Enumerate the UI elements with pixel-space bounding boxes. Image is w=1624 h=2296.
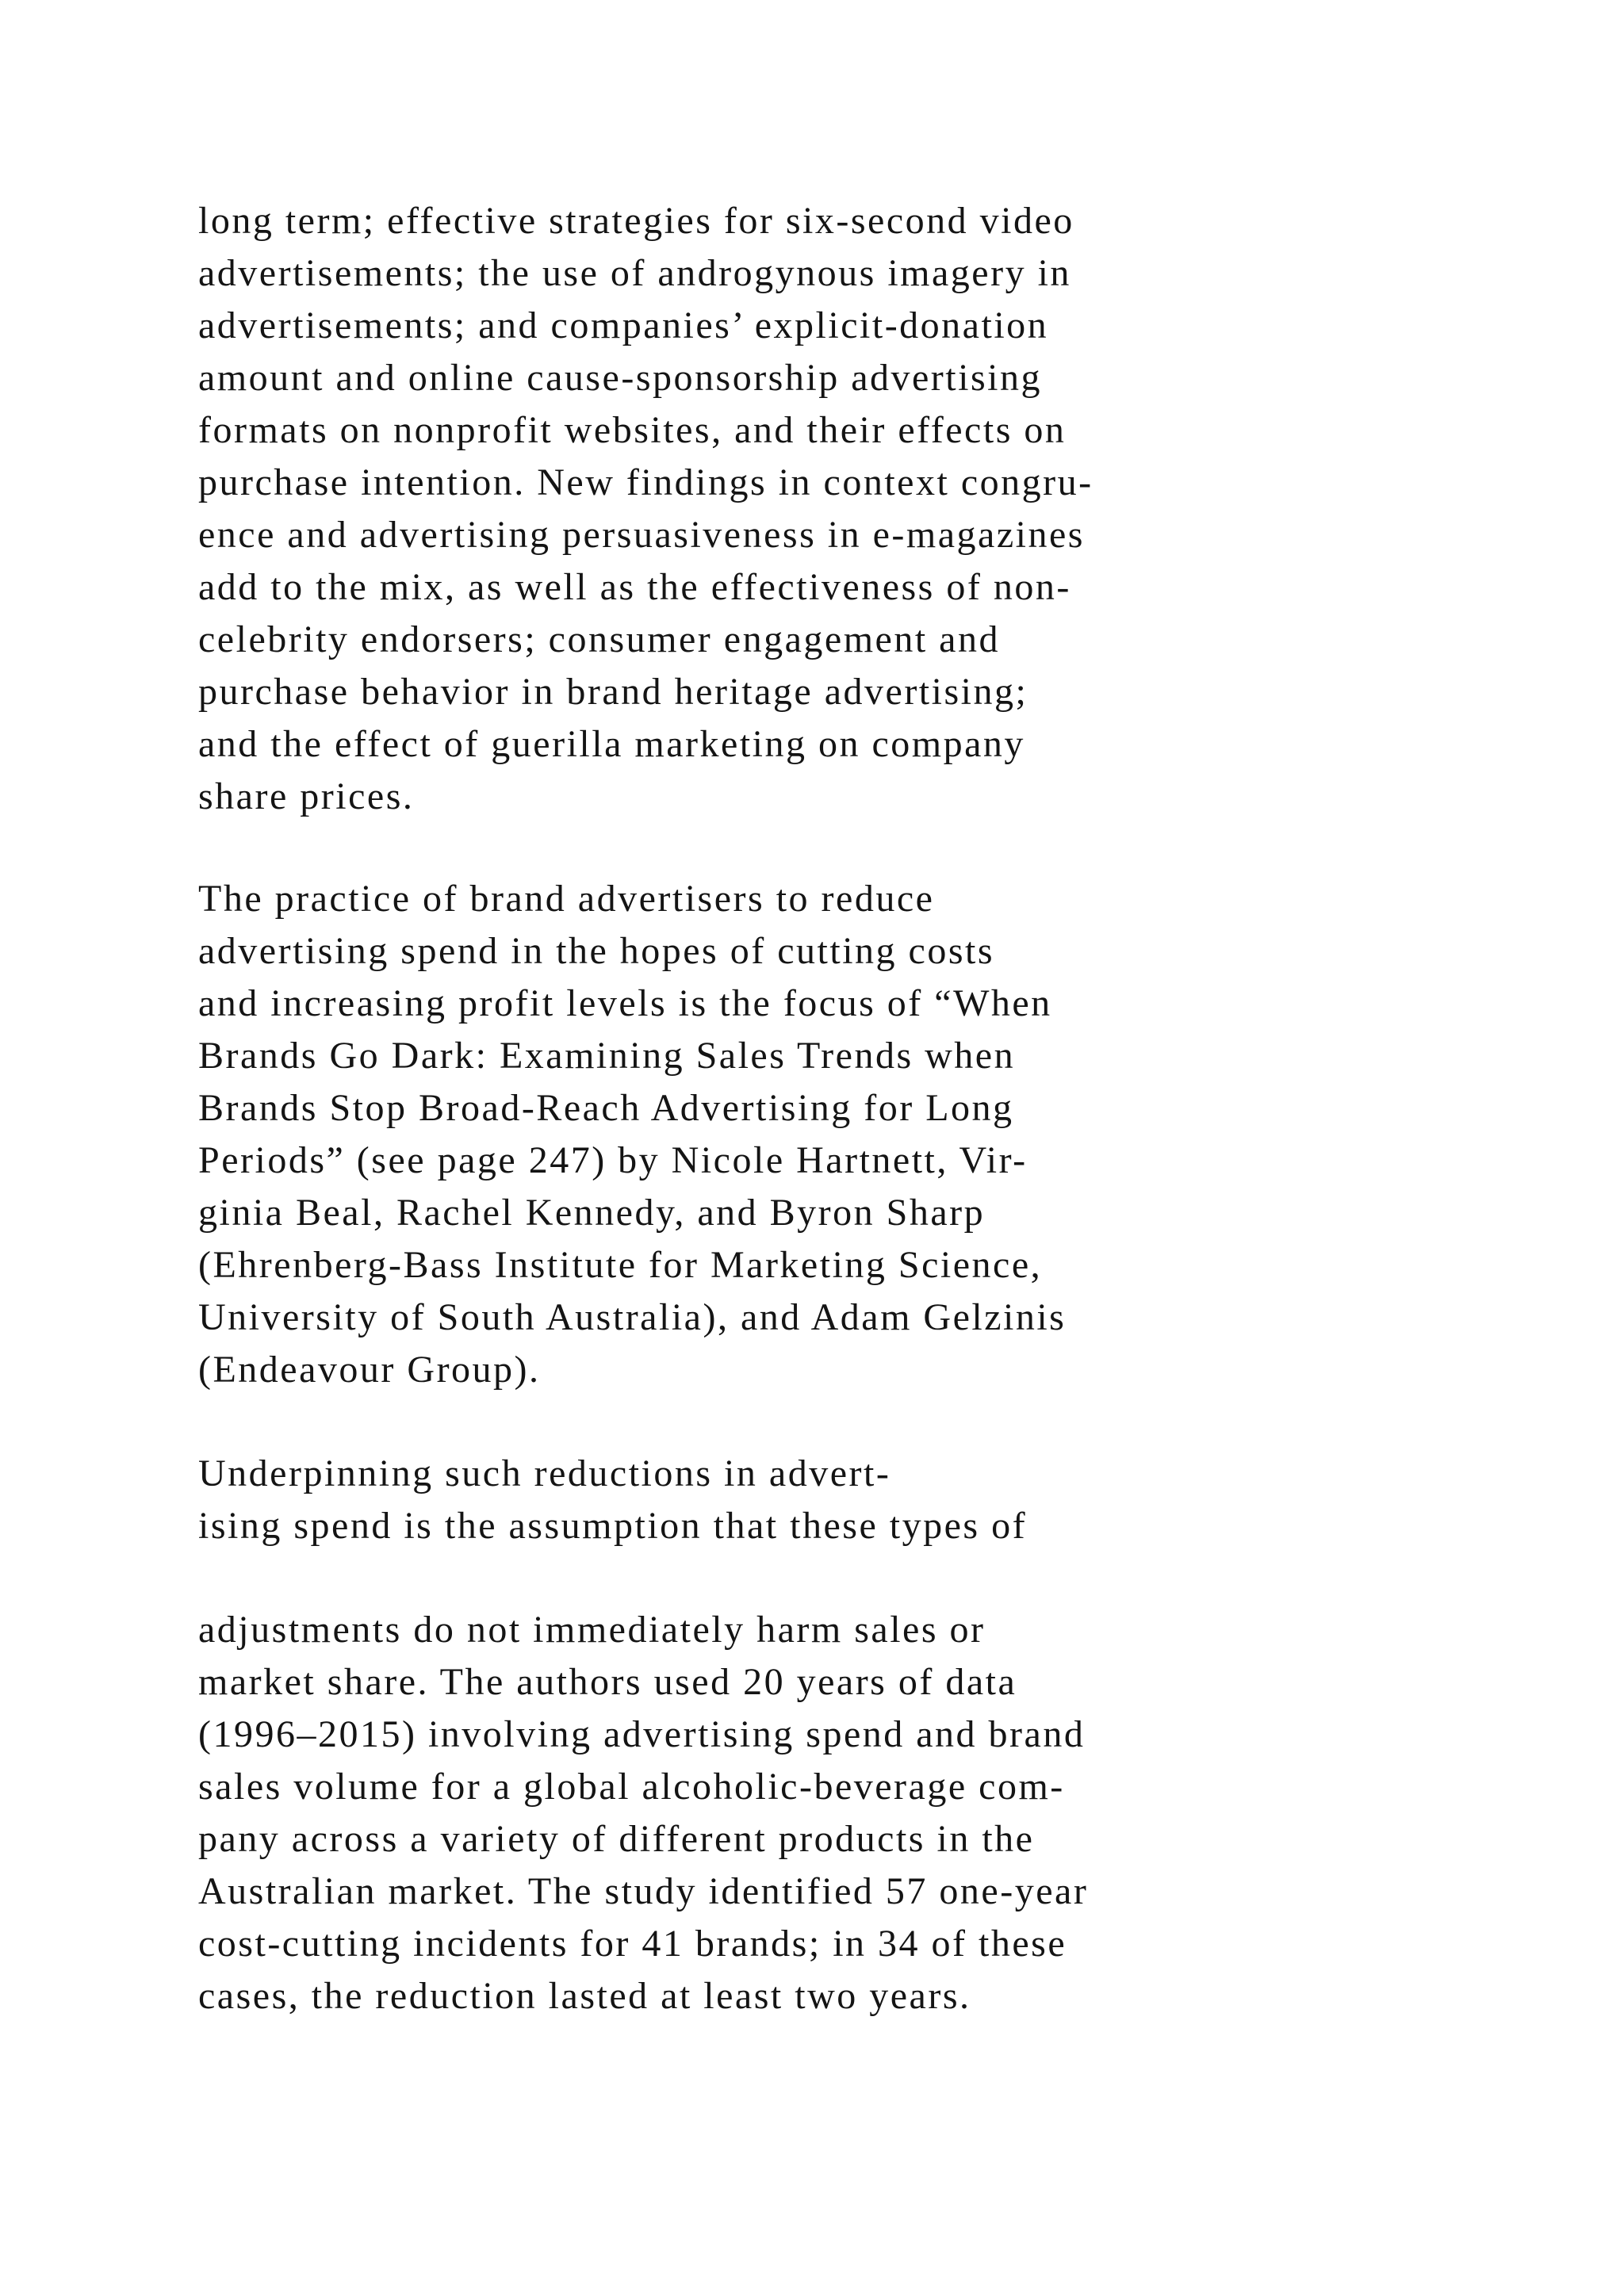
text-line: ence and advertising persuasiveness in e-magazines <box>198 514 1085 556</box>
paragraph-1 <box>198 195 1546 823</box>
text-line: advertisements; and companies’ explicit-donation <box>198 304 1049 346</box>
text-line: (Ehrenberg-Bass Institute for Marketing Science, <box>198 1244 1043 1286</box>
text-line: University of South Australia), and Adam Gelzinis <box>198 1296 1067 1338</box>
text-line: sales volume for a global alcoholic-beverage com- <box>198 1766 1065 1808</box>
text-line: The practice of brand advertisers to reduce <box>198 878 935 920</box>
text-line: Underpinning such reductions in advert- <box>198 1452 891 1494</box>
text-line: share prices. <box>198 775 415 817</box>
text-line: and increasing profit levels is the focus of “When <box>198 982 1052 1024</box>
text-line: cost-cutting incidents for 41 brands; in 34 of these <box>198 1923 1067 1965</box>
text-line: Periods” (see page 247) by Nicole Hartnett, Vir- <box>198 1139 1028 1181</box>
text-line: Australian market. The study identified 57 one-year <box>198 1870 1089 1912</box>
text-line: formats on nonprofit websites, and their effects on <box>198 409 1067 451</box>
paragraph-2 <box>198 873 1546 1396</box>
text-line: market share. The authors used 20 years of data <box>198 1661 1017 1703</box>
text-line: Brands Go Dark: Examining Sales Trends when <box>198 1035 1016 1077</box>
text-line: purchase intention. New findings in context congru- <box>198 461 1094 503</box>
paragraph-3 <box>198 1448 1546 1552</box>
text-line: ising spend is the assumption that these types of <box>198 1505 1028 1547</box>
text-line: pany across a variety of different products in the <box>198 1818 1035 1860</box>
text-line: Brands Stop Broad-Reach Advertising for Long <box>198 1087 1014 1129</box>
text-line: and the effect of guerilla marketing on company <box>198 723 1025 765</box>
text-line: long term; effective strategies for six-second video <box>198 200 1074 242</box>
text-line: advertisements; the use of androgynous imagery in <box>198 252 1071 294</box>
text-line: ginia Beal, Rachel Kennedy, and Byron Sharp <box>198 1192 986 1234</box>
paragraph-4 <box>198 1604 1546 2022</box>
text-line: purchase behavior in brand heritage advertising; <box>198 671 1028 713</box>
text-line: adjustments do not immediately harm sales or <box>198 1609 986 1651</box>
text-line: cases, the reduction lasted at least two years. <box>198 1975 971 2017</box>
text-line: (1996–2015) involving advertising spend and brand <box>198 1713 1086 1755</box>
text-line: advertising spend in the hopes of cutting costs <box>198 930 995 972</box>
text-line: add to the mix, as well as the effectiveness of non- <box>198 566 1071 608</box>
text-line: (Endeavour Group). <box>198 1349 541 1391</box>
text-line: amount and online cause-sponsorship advertising <box>198 357 1042 399</box>
text-line: celebrity endorsers; consumer engagement and <box>198 618 1000 660</box>
